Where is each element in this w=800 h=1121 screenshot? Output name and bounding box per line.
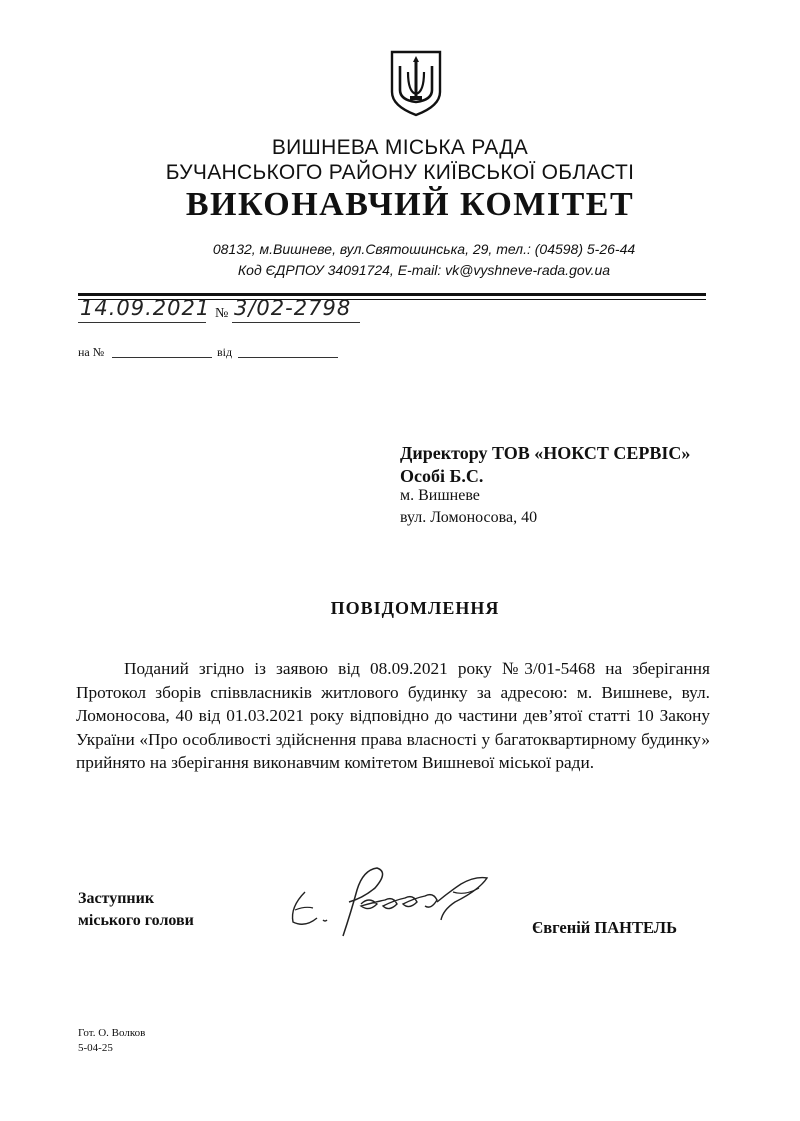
incoming-number-label: на № <box>78 345 105 359</box>
notice-paragraph: Поданий згідно із заявою від 08.09.2021 року №3/01-5468 на зберігання Протокол зборів співвласників житлового будинку за адресою: м. Вишневе, вул. Ломоносова, 40 від 01.03.2021 року відповідно до частини дев’ятої статті 10 Закону України «Про особливості здійснення права власності у багатоквартирному будинку» прийнято на зберігання виконавчим комітетом Вишневої міської ради. <box>76 659 710 773</box>
prepared-by <box>78 1026 145 1056</box>
recipient-name: Особі Б.С. <box>400 466 484 486</box>
council-region: БУЧАНСЬКОГО РАЙОНУ КИЇВСЬКОЇ ОБЛАСТІ <box>165 161 635 184</box>
prepared-by-name: Гот. О. Волков <box>78 1027 146 1039</box>
recipient-city: м. Вишневе <box>400 487 480 504</box>
document-title: ПОВІДОМЛЕННЯ <box>330 598 500 618</box>
outgoing-date: 14.09.2021 <box>80 296 211 320</box>
signatory-position-line2: міського голови <box>78 912 194 929</box>
handwritten-signature <box>265 862 505 942</box>
council-name: ВИШНЕВА МІСЬКА РАДА <box>271 136 529 159</box>
recipient-position: Директору ТОВ «НОКСТ СЕРВІС» <box>400 443 691 463</box>
recipient-street: вул. Ломоносова, 40 <box>400 509 538 526</box>
executive-committee-title: ВИКОНАВЧИЙ КОМІТЕТ <box>185 186 635 223</box>
date-underline <box>78 322 206 323</box>
incoming-date-blank <box>238 357 338 358</box>
number-sign: № <box>215 306 229 321</box>
signatory-name: Євгеній ПАНТЕЛЬ <box>532 918 678 937</box>
signatory-position-line1: Заступник <box>78 890 155 907</box>
signatory-position <box>78 888 194 932</box>
incoming-date-label: від <box>217 345 233 359</box>
code-email-line: Код ЄДРПОУ 34091724, E-mail: vk@vyshneve-rada.gov.ua <box>237 262 611 278</box>
trident-coat-of-arms-icon <box>386 48 446 118</box>
notice-body <box>76 657 710 775</box>
incoming-number-blank <box>112 357 212 358</box>
prepared-by-phone: 5-04-25 <box>78 1042 113 1054</box>
address-line: 08132, м.Вишневе, вул.Святошинська, 29, тел.: (04598) 5-26-44 <box>212 241 636 257</box>
number-underline <box>232 322 360 323</box>
outgoing-number: 3/02-2798 <box>234 296 352 320</box>
